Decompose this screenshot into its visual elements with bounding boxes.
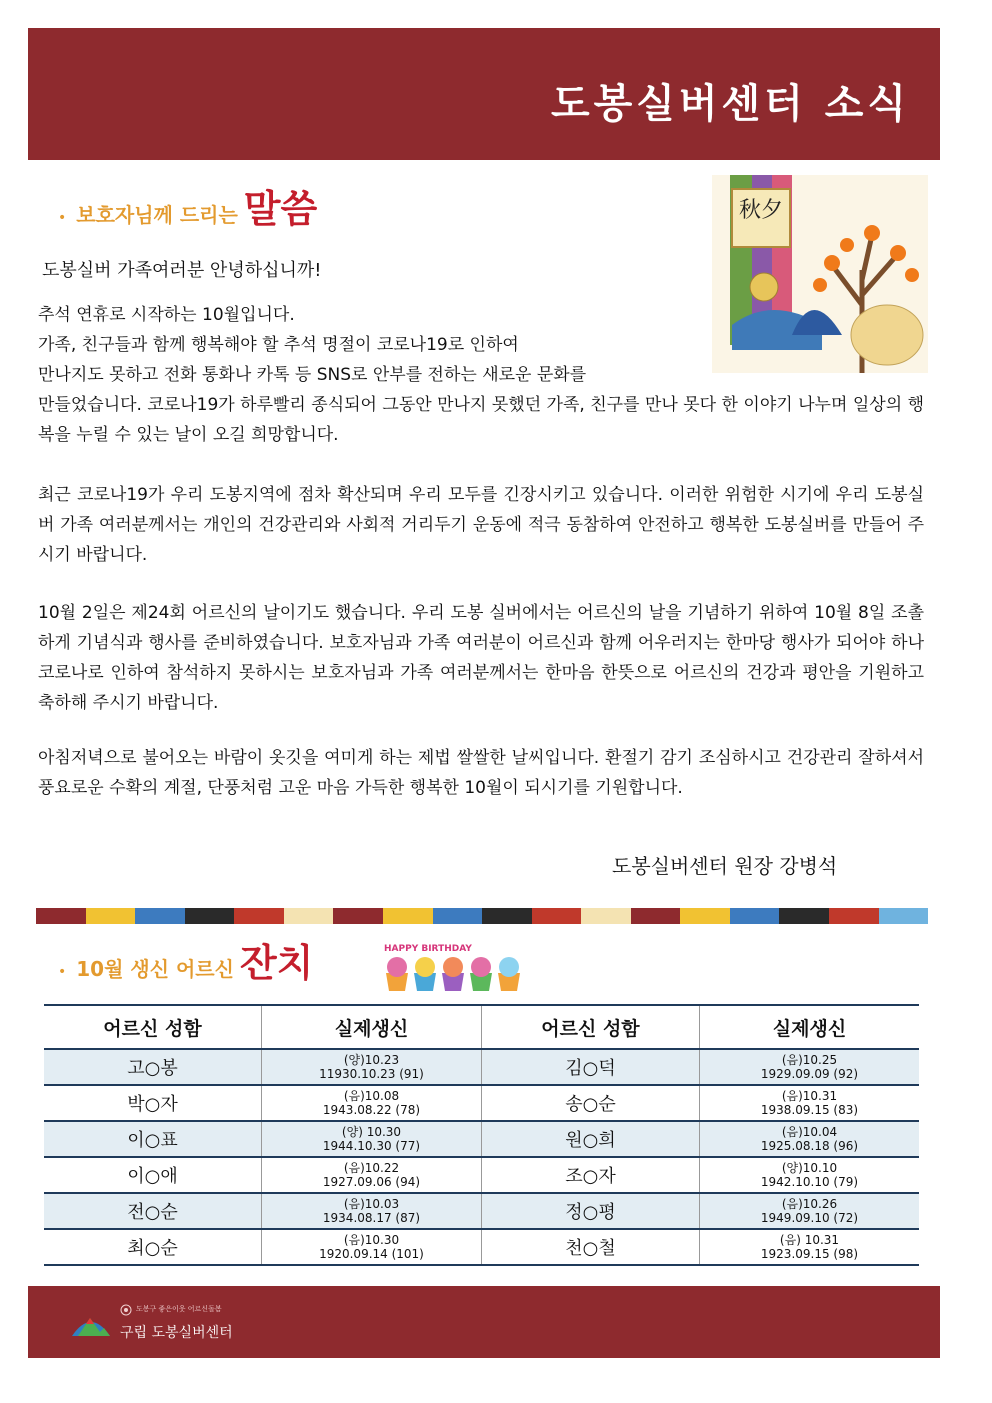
birthday-cell: (음)10.04 1925.08.18 (96)	[699, 1121, 919, 1157]
column-header: 실제생신	[699, 1005, 919, 1049]
bullet-icon: •	[58, 964, 67, 980]
paragraph-3: 10월 2일은 제24회 어르신의 날이기도 했습니다. 우리 도봉 실버에서는 어르신의 날을 기념하기 위하여 10월 8일 조촐하게 기념식과 행사를 준비하였습니다. 보호자님과 가족 여러분이 어르신과 함께 어우러지는 한마당 행사가 되어야 하나 코로나로 인하여 참석하지 못하시는 보호자님과 가족 여러분께서는 한마음 한뜻으로 어르신의 건강과 평안을 기원하고 축하해 주시기 바랍니다.	[38, 603, 924, 713]
message-section-heading	[58, 178, 317, 233]
birthday-table	[44, 1004, 919, 1266]
happy-birthday-cupcakes-icon	[378, 937, 528, 993]
birthday-cell: (음)10.30 1920.09.14 (101)	[261, 1229, 481, 1265]
seal-icon	[120, 1304, 132, 1316]
birthday-cell: (음)10.31 1938.09.15 (83)	[699, 1085, 919, 1121]
birthday-cell: (음)10.22 1927.09.06 (94)	[261, 1157, 481, 1193]
birthday-cell: (음)10.26 1949.09.10 (72)	[699, 1193, 919, 1229]
elder-name: 천○철	[481, 1229, 699, 1265]
paragraph-1-intro	[38, 300, 728, 390]
table-row	[44, 1121, 919, 1157]
elder-name: 김○덕	[481, 1049, 699, 1085]
table-row	[44, 1193, 919, 1229]
birthday-section-heading	[58, 932, 313, 987]
birthday-cell: (음)10.03 1934.08.17 (87)	[261, 1193, 481, 1229]
message-heading-big: 말씀	[243, 187, 318, 231]
elder-name: 정○평	[481, 1193, 699, 1229]
paragraph-1-line-1: 추석 연휴로 시작하는 10월입니다.	[38, 305, 295, 325]
column-header: 어르신 성함	[481, 1005, 699, 1049]
paragraph-1-rest: 만들었습니다. 코로나19가 하루빨리 종식되어 그동안 만나지 못했던 가족, 친구를 만나 못다 한 이야기 나누며 일상의 행복을 누릴 수 있는 날이 오길 희망합니다.	[38, 395, 924, 445]
footer-banner	[28, 1286, 940, 1358]
paragraph-1-line-3: 만나지도 못하고 전화 통화나 카톡 등 SNS로 안부를 전하는 새로운 문화를	[38, 365, 587, 385]
birthday-cell: (음)10.25 1929.09.09 (92)	[699, 1049, 919, 1085]
footer-subtitle: 도봉구 좋은이웃 어르신돌봄	[136, 1305, 222, 1313]
table-row	[44, 1085, 919, 1121]
elder-name: 이○애	[44, 1157, 261, 1193]
signature: 도봉실버센터 원장 강병석	[612, 854, 838, 878]
birthday-cell: (양) 10.30 1944.10.30 (77)	[261, 1121, 481, 1157]
decorative-stripe	[36, 908, 928, 924]
birthday-heading-big: 잔치	[239, 941, 314, 985]
paragraph-2: 최근 코로나19가 우리 도봉지역에 점차 확산되며 우리 모두를 긴장시키고 있습니다. 이러한 위험한 시기에 우리 도봉실버 가족 여러분께서는 개인의 건강관리와 사회적 거리두기 운동에 적극 동참하여 안전하고 행복한 도봉실버를 만들어 주시기 바랍니다.	[38, 485, 924, 565]
footer-org-name: 구립 도봉실버센터	[120, 1325, 233, 1341]
greeting-line: 도봉실버 가족여러분 안녕하십니까!	[42, 260, 322, 281]
birthday-banner-text: HAPPY BIRTHDAY	[384, 944, 472, 954]
table-row	[44, 1157, 919, 1193]
elder-name: 전○순	[44, 1193, 261, 1229]
mountain-logo-icon	[70, 1306, 112, 1342]
chuseok-label: 秋夕	[738, 198, 784, 223]
elder-name: 송○순	[481, 1085, 699, 1121]
elder-name: 최○순	[44, 1229, 261, 1265]
elder-name: 고○봉	[44, 1049, 261, 1085]
elder-name: 이○표	[44, 1121, 261, 1157]
column-header: 실제생신	[261, 1005, 481, 1049]
column-header: 어르신 성함	[44, 1005, 261, 1049]
elder-name: 원○희	[481, 1121, 699, 1157]
elder-name: 조○자	[481, 1157, 699, 1193]
birthday-cell: (음) 10.31 1923.09.15 (98)	[699, 1229, 919, 1265]
paragraph-4: 아침저녁으로 불어오는 바람이 옷깃을 여미게 하는 제법 쌀쌀한 날씨입니다. 환절기 감기 조심하시고 건강관리 잘하셔서 풍요로운 수확의 계절, 단풍처럼 고운 마음 가득한 행복한 10월이 되시기를 기원합니다.	[38, 748, 924, 798]
chuseok-illustration	[712, 175, 928, 373]
newsletter-title: 도봉실버센터 소식	[550, 81, 910, 127]
birthday-cell: (양)10.23 11930.10.23 (91)	[261, 1049, 481, 1085]
bullet-icon: •	[58, 210, 67, 226]
elder-name: 박○자	[44, 1085, 261, 1121]
birthday-heading-small: 10월 생신 어르신	[76, 957, 234, 981]
table-row	[44, 1229, 919, 1265]
table-row	[44, 1049, 919, 1085]
table-header-row	[44, 1005, 919, 1049]
message-heading-small: 보호자님께 드리는	[76, 203, 238, 227]
paragraph-1-line-2: 가족, 친구들과 함께 행복해야 할 추석 명절이 코로나19로 인하여	[38, 335, 519, 355]
birthday-cell: (음)10.08 1943.08.22 (78)	[261, 1085, 481, 1121]
header-banner	[28, 28, 940, 160]
birthday-cell: (양)10.10 1942.10.10 (79)	[699, 1157, 919, 1193]
